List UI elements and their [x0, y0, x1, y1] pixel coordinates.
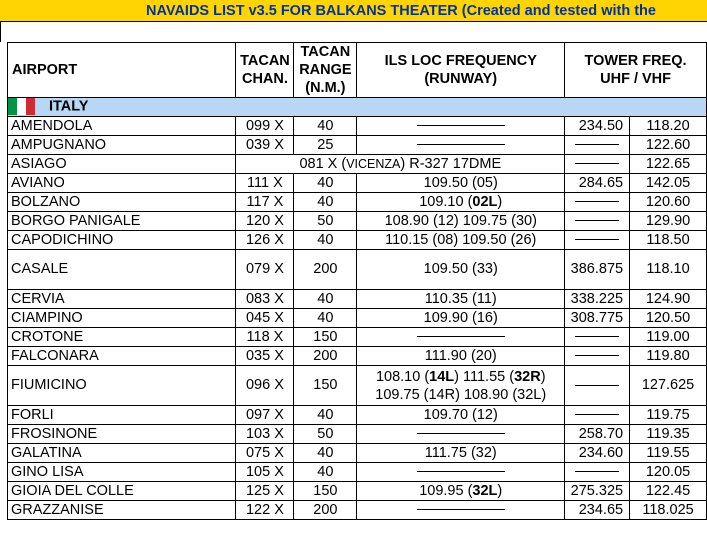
tacan-range: 40 — [294, 444, 357, 463]
table-row — [8, 309, 707, 328]
tacan-range: 200 — [294, 501, 357, 520]
tacan-range: 40 — [294, 290, 357, 309]
airport-name: AMPUGNANO — [8, 136, 236, 155]
tower-vhf: 118.025 — [630, 501, 707, 520]
ils-frequency: 109.50 (33) — [357, 250, 565, 290]
table-row — [8, 174, 707, 193]
table-row — [8, 406, 707, 425]
no-data-dash — [575, 220, 619, 221]
tower-uhf: 258.70 — [565, 425, 630, 444]
tacan-range: 50 — [294, 212, 357, 231]
tacan-range: 40 — [294, 406, 357, 425]
airport-name: GINO LISA — [8, 463, 236, 482]
ils-frequency: 108.10 (14L) 111.55 (32R) 109.75 (14R) 108.90 (32L) — [357, 366, 565, 406]
tacan-channel: 045 X — [236, 309, 294, 328]
ils-frequency — [357, 117, 565, 136]
ils-frequency — [357, 463, 565, 482]
table-row — [8, 212, 707, 231]
tower-uhf: 234.65 — [565, 501, 630, 520]
tacan-range: 40 — [294, 193, 357, 212]
airport-name: FALCONARA — [8, 347, 236, 366]
tower-uhf — [565, 231, 630, 250]
header-row — [8, 43, 707, 98]
tacan-channel: 105 X — [236, 463, 294, 482]
header-tacan-range: TACAN RANGE (N.M.) — [294, 43, 357, 98]
tower-uhf — [565, 347, 630, 366]
ils-frequency: 110.35 (11) — [357, 290, 565, 309]
banner-title: NAVAIDS LIST v3.5 FOR BALKANS THEATER (Created and tested with the — [146, 3, 656, 19]
airport-name: AVIANO — [8, 174, 236, 193]
airport-name: ASIAGO — [8, 155, 236, 174]
airport-name: CASALE — [8, 250, 236, 290]
no-data-dash — [417, 144, 505, 145]
ils-frequency — [357, 328, 565, 347]
tacan-channel: 118 X — [236, 328, 294, 347]
airport-name: GIOIA DEL COLLE — [8, 482, 236, 501]
ils-frequency: 109.50 (05) — [357, 174, 565, 193]
no-data-dash — [417, 336, 505, 337]
country-row — [8, 98, 707, 117]
tacan-range: 200 — [294, 250, 357, 290]
tower-uhf — [565, 328, 630, 347]
tacan-range: 150 — [294, 482, 357, 501]
tower-vhf: 118.20 — [630, 117, 707, 136]
tower-uhf: 275.325 — [565, 482, 630, 501]
tacan-channel: 035 X — [236, 347, 294, 366]
tower-uhf: 284.65 — [565, 174, 630, 193]
tower-vhf: 119.00 — [630, 328, 707, 347]
header-tower: TOWER FREQ. UHF / VHF — [565, 43, 707, 98]
tacan-range: 40 — [294, 231, 357, 250]
no-data-dash — [575, 355, 619, 356]
no-data-dash — [575, 385, 619, 386]
header-ils: ILS LOC FREQUENCY (RUNWAY) — [357, 43, 565, 98]
tower-vhf: 120.60 — [630, 193, 707, 212]
tacan-range: 40 — [294, 463, 357, 482]
tower-uhf — [565, 193, 630, 212]
tower-vhf: 119.55 — [630, 444, 707, 463]
merged-tacan-ils-cell: 081 X (VICENZA) R-327 17DME — [236, 155, 565, 174]
ils-frequency: 108.90 (12) 109.75 (30) — [357, 212, 565, 231]
tacan-channel: 099 X — [236, 117, 294, 136]
ils-frequency — [357, 501, 565, 520]
ils-frequency — [357, 136, 565, 155]
table-row — [8, 501, 707, 520]
navaids-table — [7, 42, 707, 520]
airport-name: BOLZANO — [8, 193, 236, 212]
table-row — [8, 155, 707, 174]
tower-vhf: 127.625 — [630, 366, 707, 406]
table-row — [8, 366, 707, 406]
table-row — [8, 328, 707, 347]
tacan-channel: 111 X — [236, 174, 294, 193]
tower-uhf: 308.775 — [565, 309, 630, 328]
airport-name: FROSINONE — [8, 425, 236, 444]
table-row — [8, 290, 707, 309]
tacan-channel: 097 X — [236, 406, 294, 425]
tacan-range: 25 — [294, 136, 357, 155]
airport-name: GALATINA — [8, 444, 236, 463]
no-data-dash — [575, 201, 619, 202]
table-row — [8, 117, 707, 136]
tacan-range: 40 — [294, 174, 357, 193]
ils-frequency: 109.95 (32L) — [357, 482, 565, 501]
table-row — [8, 136, 707, 155]
airport-name: FORLI — [8, 406, 236, 425]
tower-vhf: 120.50 — [630, 309, 707, 328]
tower-uhf: 386.875 — [565, 250, 630, 290]
ils-frequency: 111.90 (20) — [357, 347, 565, 366]
tacan-channel: 126 X — [236, 231, 294, 250]
tower-vhf: 119.80 — [630, 347, 707, 366]
no-data-dash — [575, 163, 619, 164]
airport-name: CIAMPINO — [8, 309, 236, 328]
no-data-dash — [417, 471, 505, 472]
country-name: ITALY — [49, 98, 89, 115]
airport-name: CROTONE — [8, 328, 236, 347]
tacan-channel: 103 X — [236, 425, 294, 444]
tower-vhf: 129.90 — [630, 212, 707, 231]
airport-name: AMENDOLA — [8, 117, 236, 136]
no-data-dash — [417, 433, 505, 434]
table-row — [8, 193, 707, 212]
tower-uhf: 338.225 — [565, 290, 630, 309]
no-data-dash — [417, 509, 505, 510]
tacan-range: 200 — [294, 347, 357, 366]
tower-uhf — [565, 155, 630, 174]
tower-vhf: 122.60 — [630, 136, 707, 155]
header-tacan-chan: TACAN CHAN. — [236, 43, 294, 98]
tacan-range: 50 — [294, 425, 357, 444]
ils-frequency — [357, 425, 565, 444]
tower-uhf — [565, 212, 630, 231]
no-data-dash — [575, 471, 619, 472]
tacan-channel: 096 X — [236, 366, 294, 406]
tower-uhf — [565, 463, 630, 482]
tower-vhf: 120.05 — [630, 463, 707, 482]
tacan-channel: 117 X — [236, 193, 294, 212]
tacan-channel: 083 X — [236, 290, 294, 309]
no-data-dash — [575, 414, 619, 415]
table-row — [8, 231, 707, 250]
tacan-channel: 120 X — [236, 212, 294, 231]
tower-vhf: 118.50 — [630, 231, 707, 250]
tacan-channel: 122 X — [236, 501, 294, 520]
airport-name: CERVIA — [8, 290, 236, 309]
tacan-range: 40 — [294, 117, 357, 136]
no-data-dash — [575, 239, 619, 240]
table-row — [8, 250, 707, 290]
tower-vhf: 124.90 — [630, 290, 707, 309]
airport-name: FIUMICINO — [8, 366, 236, 406]
tacan-channel: 075 X — [236, 444, 294, 463]
no-data-dash — [575, 144, 619, 145]
tower-uhf: 234.50 — [565, 117, 630, 136]
airport-name: BORGO PANIGALE — [8, 212, 236, 231]
tower-vhf: 119.35 — [630, 425, 707, 444]
tower-vhf: 122.45 — [630, 482, 707, 501]
tacan-channel: 125 X — [236, 482, 294, 501]
tacan-range: 40 — [294, 309, 357, 328]
tower-vhf: 142.05 — [630, 174, 707, 193]
tacan-range: 150 — [294, 328, 357, 347]
title-banner — [0, 0, 707, 22]
table-row — [8, 482, 707, 501]
ils-frequency: 111.75 (32) — [357, 444, 565, 463]
table-row — [8, 425, 707, 444]
table-row — [8, 463, 707, 482]
tacan-channel: 039 X — [236, 136, 294, 155]
table-row — [8, 347, 707, 366]
airport-name: GRAZZANISE — [8, 501, 236, 520]
ils-frequency: 110.15 (08) 109.50 (26) — [357, 231, 565, 250]
ils-frequency: 109.70 (12) — [357, 406, 565, 425]
tower-uhf — [565, 366, 630, 406]
airport-name: CAPODICHINO — [8, 231, 236, 250]
tower-vhf: 118.10 — [630, 250, 707, 290]
spacer-row — [0, 22, 707, 42]
tower-uhf — [565, 136, 630, 155]
no-data-dash — [417, 125, 505, 126]
table-row — [8, 444, 707, 463]
tower-uhf: 234.60 — [565, 444, 630, 463]
ils-frequency: 109.90 (16) — [357, 309, 565, 328]
tacan-channel: 079 X — [236, 250, 294, 290]
no-data-dash — [575, 336, 619, 337]
ils-frequency: 109.10 (02L) — [357, 193, 565, 212]
tacan-range: 150 — [294, 366, 357, 406]
tower-vhf: 122.65 — [630, 155, 707, 174]
header-airport: AIRPORT — [8, 43, 236, 98]
italy-flag-icon — [8, 98, 35, 115]
tower-uhf — [565, 406, 630, 425]
tower-vhf: 119.75 — [630, 406, 707, 425]
